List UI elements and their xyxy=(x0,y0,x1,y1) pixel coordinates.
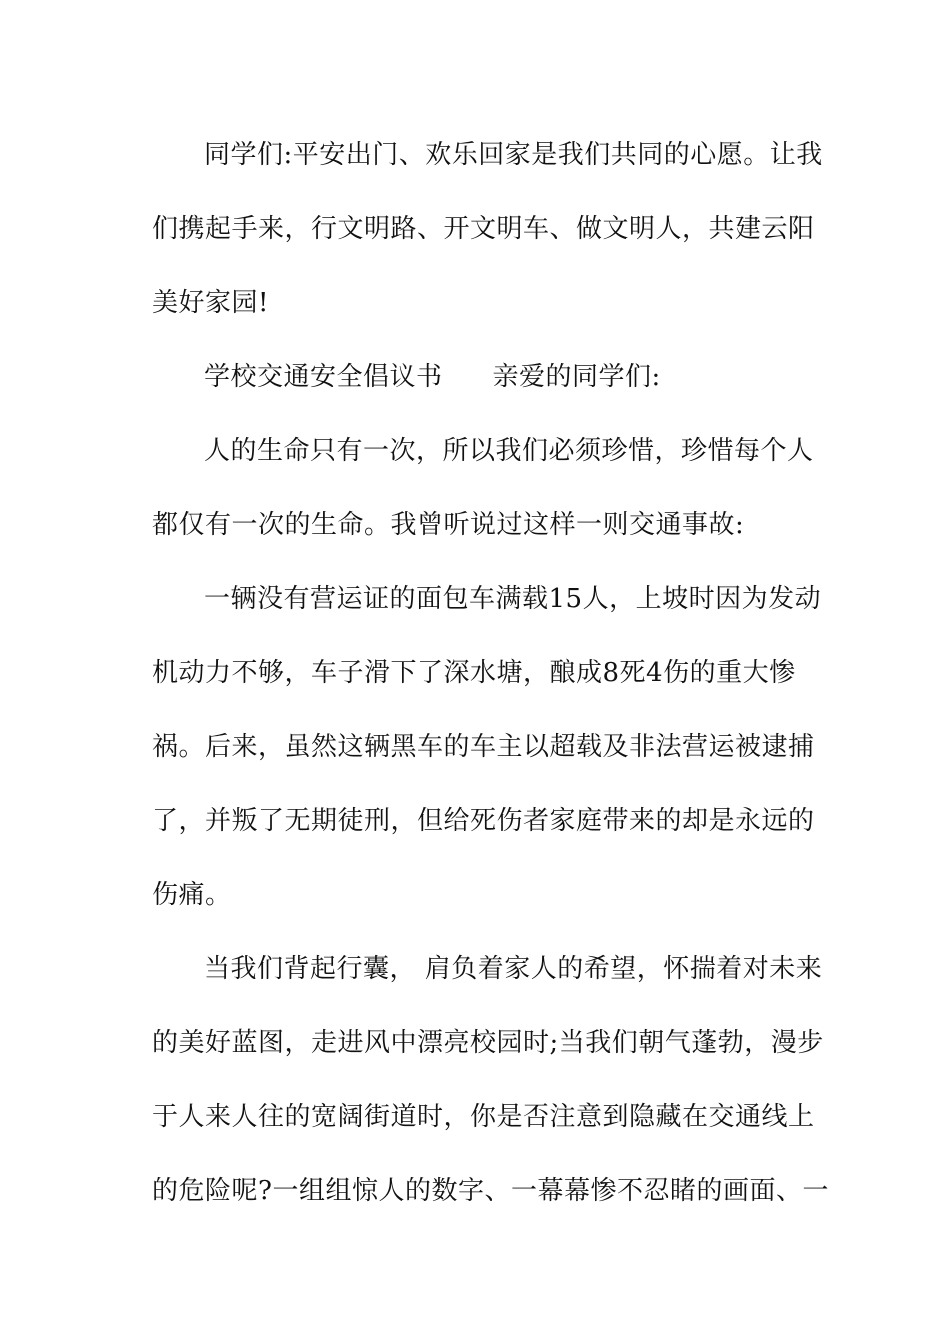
paragraph-line: 们携起手来，行文明路、开文明车、做文明人，共建云阳 xyxy=(152,214,815,244)
paragraph-line: 一辆没有营运证的面包车满载15人，上坡时因为发动 xyxy=(204,584,822,614)
paragraph-line: 机动力不够，车子滑下了深水塘，酿成8死4伤的重大惨 xyxy=(152,658,796,688)
paragraph-line: 都仅有一次的生命。我曾听说过这样一则交通事故: xyxy=(152,510,745,540)
heading-line xyxy=(152,340,812,414)
paragraph-line: 同学们:平安出门、欢乐回家是我们共同的心愿。让我 xyxy=(204,140,823,170)
paragraph-line: 的危险呢?一组组惊人的数字、一幕幕惨不忍睹的画面、一 xyxy=(152,1176,829,1206)
document-body xyxy=(152,118,829,1228)
paragraph-line: 伤痛。 xyxy=(152,880,232,910)
document-title: 学校交通安全倡议书 xyxy=(204,362,443,392)
paragraph-line: 于人来人往的宽阔街道时，你是否注意到隐藏在交通线上 xyxy=(152,1102,815,1132)
salutation: 亲爱的同学们: xyxy=(492,362,661,392)
paragraph-line: 的美好蓝图，走进风中漂亮校园时;当我们朝气蓬勃，漫步 xyxy=(152,1028,824,1058)
paragraph-line: 祸。后来，虽然这辆黑车的车主以超载及非法营运被逮捕 xyxy=(152,732,815,762)
paragraph-line: 美好家园! xyxy=(152,288,269,318)
paragraph-line: 人的生命只有一次，所以我们必须珍惜，珍惜每个人 xyxy=(204,436,814,466)
paragraph-line: 当我们背起行囊， 肩负着家人的希望，怀揣着对未来 xyxy=(204,954,823,984)
paragraph-line: 了，并叛了无期徒刑，但给死伤者家庭带来的却是永远的 xyxy=(152,806,815,836)
